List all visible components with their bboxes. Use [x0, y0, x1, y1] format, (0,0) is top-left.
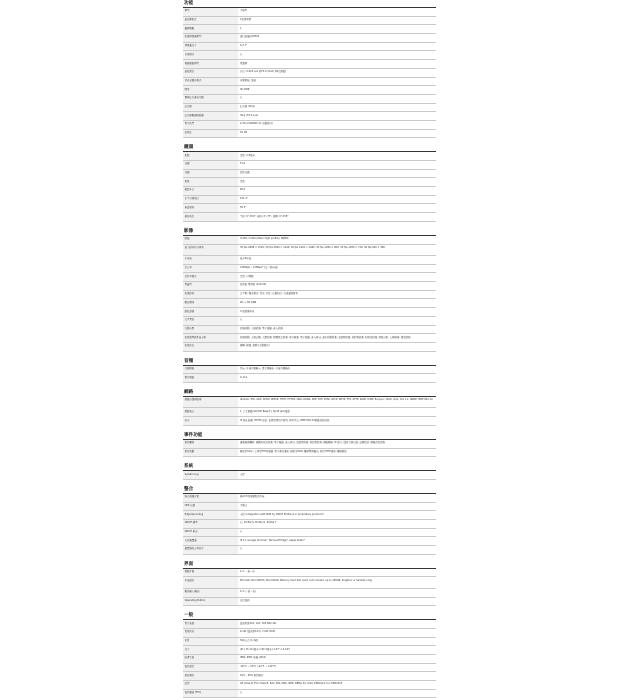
spec-value: G.711: [240, 375, 248, 379]
spec-row: [183, 86, 436, 95]
section-title: 系統: [183, 463, 436, 471]
section-title: 鏡頭: [183, 144, 436, 152]
section-title: 音頻: [183, 358, 436, 366]
spec-label: 電子快門: [183, 121, 238, 129]
spec-value: 1, 乙太網路(10/100 Base-T), RJ-45 jack接頭: [240, 409, 290, 413]
spec-row: [183, 638, 436, 647]
spec-label: 最大幀率和分辨率: [183, 245, 238, 256]
spec-label: 整合視頻方案: [183, 494, 238, 502]
spec-row: [183, 104, 436, 113]
spec-row: [183, 204, 436, 213]
spec-label: 本地儲存: [183, 577, 238, 588]
spec-label: 重量: [183, 638, 238, 646]
spec-row: [183, 408, 436, 417]
spec-row: [183, 449, 436, 458]
section-title: 界面: [183, 561, 436, 569]
spec-value: 1/1, 一進一出: [240, 570, 255, 574]
spec-label: 數位降噪: [183, 299, 238, 307]
spec-value: IP 地址過濾, HTTPS 加密, 密碼保護用戶級別, 匿名登入, IEEE 802.1X網路存取控制: [240, 418, 330, 422]
spec-row: [183, 471, 436, 480]
spec-value: 2D + 3D DNR: [240, 300, 257, 304]
spec-value: 運動檢測觸發, 運動區域的偵測, 電子圍籬, 進入區域, 遺留物偵測, 移除物偵測, 網路斷線, IP 衝突, 儲存空間已滿, 記錄錯誤, 網路存取偵測: [240, 441, 385, 445]
spec-row: [183, 397, 436, 409]
spec-value: F1.6: [240, 162, 246, 166]
spec-row: [183, 494, 436, 503]
spec-value: 偵測移動, 人臉偵測, 電子圍籬, 進入偵測: [240, 326, 283, 330]
spec-label: 操作溫度: [183, 664, 238, 672]
spec-label: 數位輸入/輸出: [183, 589, 238, 597]
spec-label: 紅外線: [183, 104, 238, 112]
spec-label: Operating Button: [183, 598, 238, 606]
spec-label: 安全: [183, 417, 238, 425]
spec-row: [183, 317, 436, 326]
spec-label: 尺寸: [183, 646, 238, 654]
spec-label: 事件回應: [183, 449, 238, 457]
spec-label: 電力來源: [183, 620, 238, 628]
spec-label: 位元率: [183, 265, 238, 273]
spec-row: [183, 569, 436, 578]
spec-row: [183, 196, 436, 205]
spec-label: 紅外線範圍與距離: [183, 112, 238, 120]
spec-row: [183, 187, 436, 196]
spec-row: [183, 598, 436, 607]
spec-row: [183, 440, 436, 449]
spec-row: [183, 343, 436, 352]
spec-label: 垂直視角: [183, 204, 238, 212]
spec-value: 30米 (F2.0 Lux): [240, 113, 259, 117]
spec-value: 定焦: [240, 179, 245, 183]
spec-label: 鏡頭卡口: [183, 187, 238, 195]
spec-value: 彩色: 0.018 Lux @F2.0 (ICut) (IR已開啟): [240, 70, 287, 74]
spec-label: 多串流: [183, 256, 238, 264]
spec-label: 傾斜角度: [183, 213, 238, 221]
spec-value: 1/2.7": [240, 44, 248, 48]
spec-value: IP66, IP68, 防暴 (IK10): [240, 656, 267, 660]
spec-row: [183, 620, 436, 629]
spec-row: [183, 529, 436, 538]
spec-value: 偵測移動, 人臉計數, 人體偵測, 物體訊息偵測, 噪音檢測, 電子圍籬, 進入區域, 溫水移動偵測, 遺留物偵測, 移除物偵測, 時間表偵測, 熱點分析, 人群檢測, 滯留偵測: [240, 335, 411, 339]
spec-row: [183, 646, 436, 655]
spec-value: 翻轉, 鏡像, 旋轉 (走廊模式): [240, 344, 270, 348]
spec-value: 52 dB: [240, 131, 247, 135]
spec-row: [183, 112, 436, 121]
spec-label: 光圈: [183, 170, 238, 178]
spec-value: IPv4/v6, TCP, UDP, DHCP, PPPoE, HTTP, HTTPS, DNS, DDNS, NTP, RTP, RTSP, RTCP, SMTP, FTP, SFTP, IGMP, ICMP, Bonjour, UPnP, QoS, TLS 1.2, SNMP, IEEE 802.1X: [240, 398, 433, 402]
spec-value: 最多6串流: [240, 257, 252, 261]
spec-label: 背光光圈自模式: [183, 78, 238, 86]
spec-row: [183, 655, 436, 664]
spec-value: 錄影至SD卡, 上傳至FTP伺服器, 電子郵件通知, 錄影至NVR, 觸發警報輸出, 發送HTTP通知, 觸發錄影: [240, 449, 347, 453]
spec-row: [183, 282, 436, 291]
spec-label: 事件觸發: [183, 440, 238, 448]
spec-value: 半球型: [240, 9, 248, 13]
spec-value: 有: [240, 691, 243, 695]
spec-label: OPS 協議: [183, 503, 238, 511]
spec-label: 認證: [183, 681, 238, 689]
spec-label: 類型: [183, 8, 238, 16]
spec-value: 1: [240, 26, 242, 30]
spec-value: 平移: 0°-350°, 傾斜: 0°-75°, 旋轉: 0°-355°: [240, 214, 289, 218]
spec-row: [183, 25, 436, 34]
spec-row: [183, 178, 436, 187]
spec-value: 有: [240, 96, 243, 100]
spec-row: [183, 17, 436, 26]
spec-label: 降噪: [183, 86, 238, 94]
spec-value: 30 fps 2688 × 1520; 30 fps 2560 × 1440; 30 fps 1920 × 1080; 30 fps 1280 × 960; 30 fps 1280 × 720; 30 fps 640 × 480: [240, 245, 385, 249]
section-title: 影像: [183, 228, 436, 236]
spec-row: [183, 51, 436, 60]
spec-value: 10% - 90% 相對濕度: [240, 673, 264, 677]
spec-value: 不整合: [240, 503, 248, 507]
spec-row: [183, 245, 436, 257]
spec-label: ONVIF 相容: [183, 529, 238, 537]
spec-label: 聲音壓縮: [183, 374, 238, 382]
spec-row: [183, 69, 436, 78]
spec-label: 傳感器尺寸: [183, 43, 238, 51]
spec-row: [183, 170, 436, 179]
spec-label: 電源消耗: [183, 629, 238, 637]
spec-row: [183, 265, 436, 274]
spec-row: [183, 34, 436, 43]
spec-value: 紅外線 (30米): [240, 104, 256, 108]
spec-row: [183, 589, 436, 598]
spec-label: 攝像機數: [183, 25, 238, 33]
spec-row: [183, 161, 436, 170]
spec-label: 影像傳感器類型: [183, 34, 238, 42]
spec-label: ONVIF 標準: [183, 520, 238, 528]
spec-value: 定焦, 2.8毫米: [240, 153, 255, 157]
spec-row: [183, 130, 436, 139]
spec-label: 隱私遮擋: [183, 308, 238, 316]
spec-label: 壓縮: [183, 236, 238, 244]
spec-label: 支援瀏覽器: [183, 537, 238, 545]
spec-row: [183, 672, 436, 681]
spec-value: 自動增益, 低雜: [240, 78, 256, 82]
spec-label: System Log: [183, 471, 238, 479]
spec-value: 有, Profile S, Profile G, Profile T: [240, 521, 277, 525]
spec-row: [183, 326, 436, 335]
spec-value: 128Kbps - 12Mbps* (每一個串流): [240, 266, 278, 270]
spec-value: 有: [240, 530, 243, 534]
spec-label: 最低照度: [183, 69, 238, 77]
spec-label: 網路協議與服務: [183, 397, 238, 408]
spec-row: [183, 520, 436, 529]
spec-label: 視頻壓縮類型: [183, 60, 238, 68]
spec-label: 最高解析度: [183, 17, 238, 25]
spec-row: [183, 121, 436, 130]
spec-value: -30°C ~ 60°C (-22°F ~ 140°F): [240, 665, 276, 669]
spec-label: 網路端口: [183, 408, 238, 416]
spec-row: [183, 95, 436, 104]
spec-row: [183, 374, 436, 383]
spec-label: 日夜模式: [183, 51, 238, 59]
spec-value: 白平衡, 曝光模式, 亮度, 對比, 色飽和度, 去霧邊緣銳利: [240, 292, 298, 296]
spec-value: 常量, 可變動: [240, 274, 254, 278]
spec-row: [183, 681, 436, 690]
section-title: 事件功能: [183, 432, 436, 440]
spec-row: [183, 236, 436, 245]
spec-label: 瀏覽器和上傳影片: [183, 546, 238, 554]
section-title: 整合: [183, 486, 436, 494]
spec-value: 4 個遮擋區域: [240, 309, 255, 313]
spec-value: 1/1 (一進一出): [240, 590, 257, 594]
spec-value: IE 11, Google Chrome*, Microsoft Edge*, Apple Safari*: [240, 538, 305, 542]
spec-row: [183, 60, 436, 69]
spec-label: 音頻壓縮: [183, 366, 238, 374]
spec-value: 支援: [240, 472, 245, 476]
spec-label: 電磁型: [183, 282, 238, 290]
spec-row: [183, 308, 436, 317]
spec-label: 機械紅外濾光切換: [183, 95, 238, 103]
spec-label: 聲頻介面: [183, 569, 238, 577]
spec-value: 55.3°: [240, 205, 247, 209]
spec-value: 重設按鈕: [240, 598, 250, 602]
spec-label: 操作頻道 (FFC): [183, 690, 238, 698]
spec-row: [183, 291, 436, 300]
spec-label: 焦點: [183, 178, 238, 186]
spec-row: [183, 273, 436, 282]
spec-value: MicroSD, MicroSDHC, MicroSDXC Memory Card Slot (card not included, up to 256GB, Kingston or Sandisk only): [240, 578, 373, 582]
spec-value: 101.2°: [240, 197, 249, 201]
spec-row: [183, 78, 436, 87]
spec-value: 支援 (integration with NVR by ONVIF Profile G or proprietary protocol)*: [240, 512, 324, 516]
spec-label: 光圈: [183, 161, 238, 169]
spec-row: [183, 503, 436, 512]
spec-label: 焦距: [183, 152, 238, 160]
spec-value: 544公克 (1.2磅): [240, 639, 259, 643]
spec-value: 固定光圈: [240, 171, 250, 175]
spec-value: 有: [240, 52, 243, 56]
spec-row: [183, 213, 436, 222]
spec-label: 操作濕度: [183, 672, 238, 680]
spec-row: [183, 8, 436, 17]
section-title: 網路: [183, 389, 436, 397]
section-title: 功能: [183, 0, 436, 8]
spec-row: [183, 299, 436, 308]
spec-row: [183, 629, 436, 638]
spec-value: 與ACTi的視頻監控系統: [240, 495, 265, 499]
spec-value: 逐行掃描的CMOS: [240, 35, 260, 39]
spec-row: [183, 511, 436, 520]
spec-row: [183, 664, 436, 673]
spec-value: 3D DNR: [240, 87, 250, 91]
spec-label: Edge Recording: [183, 511, 238, 519]
spec-value: 4百萬畫素: [240, 18, 252, 22]
section-title: 一般: [183, 612, 436, 620]
spec-value: CE Class B, FCC Class B, EAC, BIS, IP66, IP68, NEMA 4X, IK10, EN50121-3-2, EN50155: [240, 682, 343, 686]
spec-row: [183, 577, 436, 589]
spec-value: 直流電源12V, 12V, PoE 802.3af: [240, 621, 277, 625]
spec-value: 電腦類: [240, 61, 248, 65]
spec-label: 信噪比: [183, 130, 238, 138]
spec-label: 水平可視角度: [183, 196, 238, 204]
spec-sheet: [183, 0, 436, 698]
spec-value: 有: [240, 547, 243, 551]
spec-value: H.265, H.264 (Main/ High profile), MJPEG: [240, 237, 289, 241]
spec-label: 防護等級: [183, 655, 238, 663]
spec-row: [183, 334, 436, 343]
spec-label: 影像控制: [183, 291, 238, 299]
spec-row: [183, 366, 436, 375]
spec-label: 行動告警: [183, 326, 238, 334]
spec-value: 1/30-1/100000 秒 (自動模式): [240, 122, 274, 126]
spec-label: 文字疊加: [183, 317, 238, 325]
spec-row: [183, 690, 436, 698]
spec-value: 單向, 外接音頻輸入, 麥克風輸出, 外接音頻輸出: [240, 366, 290, 370]
spec-row: [183, 546, 436, 555]
spec-row: [183, 256, 436, 265]
spec-label: 比特率模式: [183, 273, 238, 281]
spec-value: M12: [240, 188, 246, 192]
spec-row: [183, 43, 436, 52]
spec-value: (Ø x H) 111毫米 x 82.4毫米 (4.37" x 3.24"): [240, 647, 291, 651]
spec-label: 影像定位: [183, 343, 238, 351]
spec-value: 有: [240, 318, 243, 322]
spec-value: 6.1W (直流電12V), 7.0W (PoE): [240, 630, 276, 634]
spec-row: [183, 537, 436, 546]
spec-value: 低質格 電傳格 (100-50): [240, 283, 267, 287]
spec-row: [183, 417, 436, 426]
spec-label: 影像管理與系統分析: [183, 334, 238, 342]
spec-row: [183, 152, 436, 161]
